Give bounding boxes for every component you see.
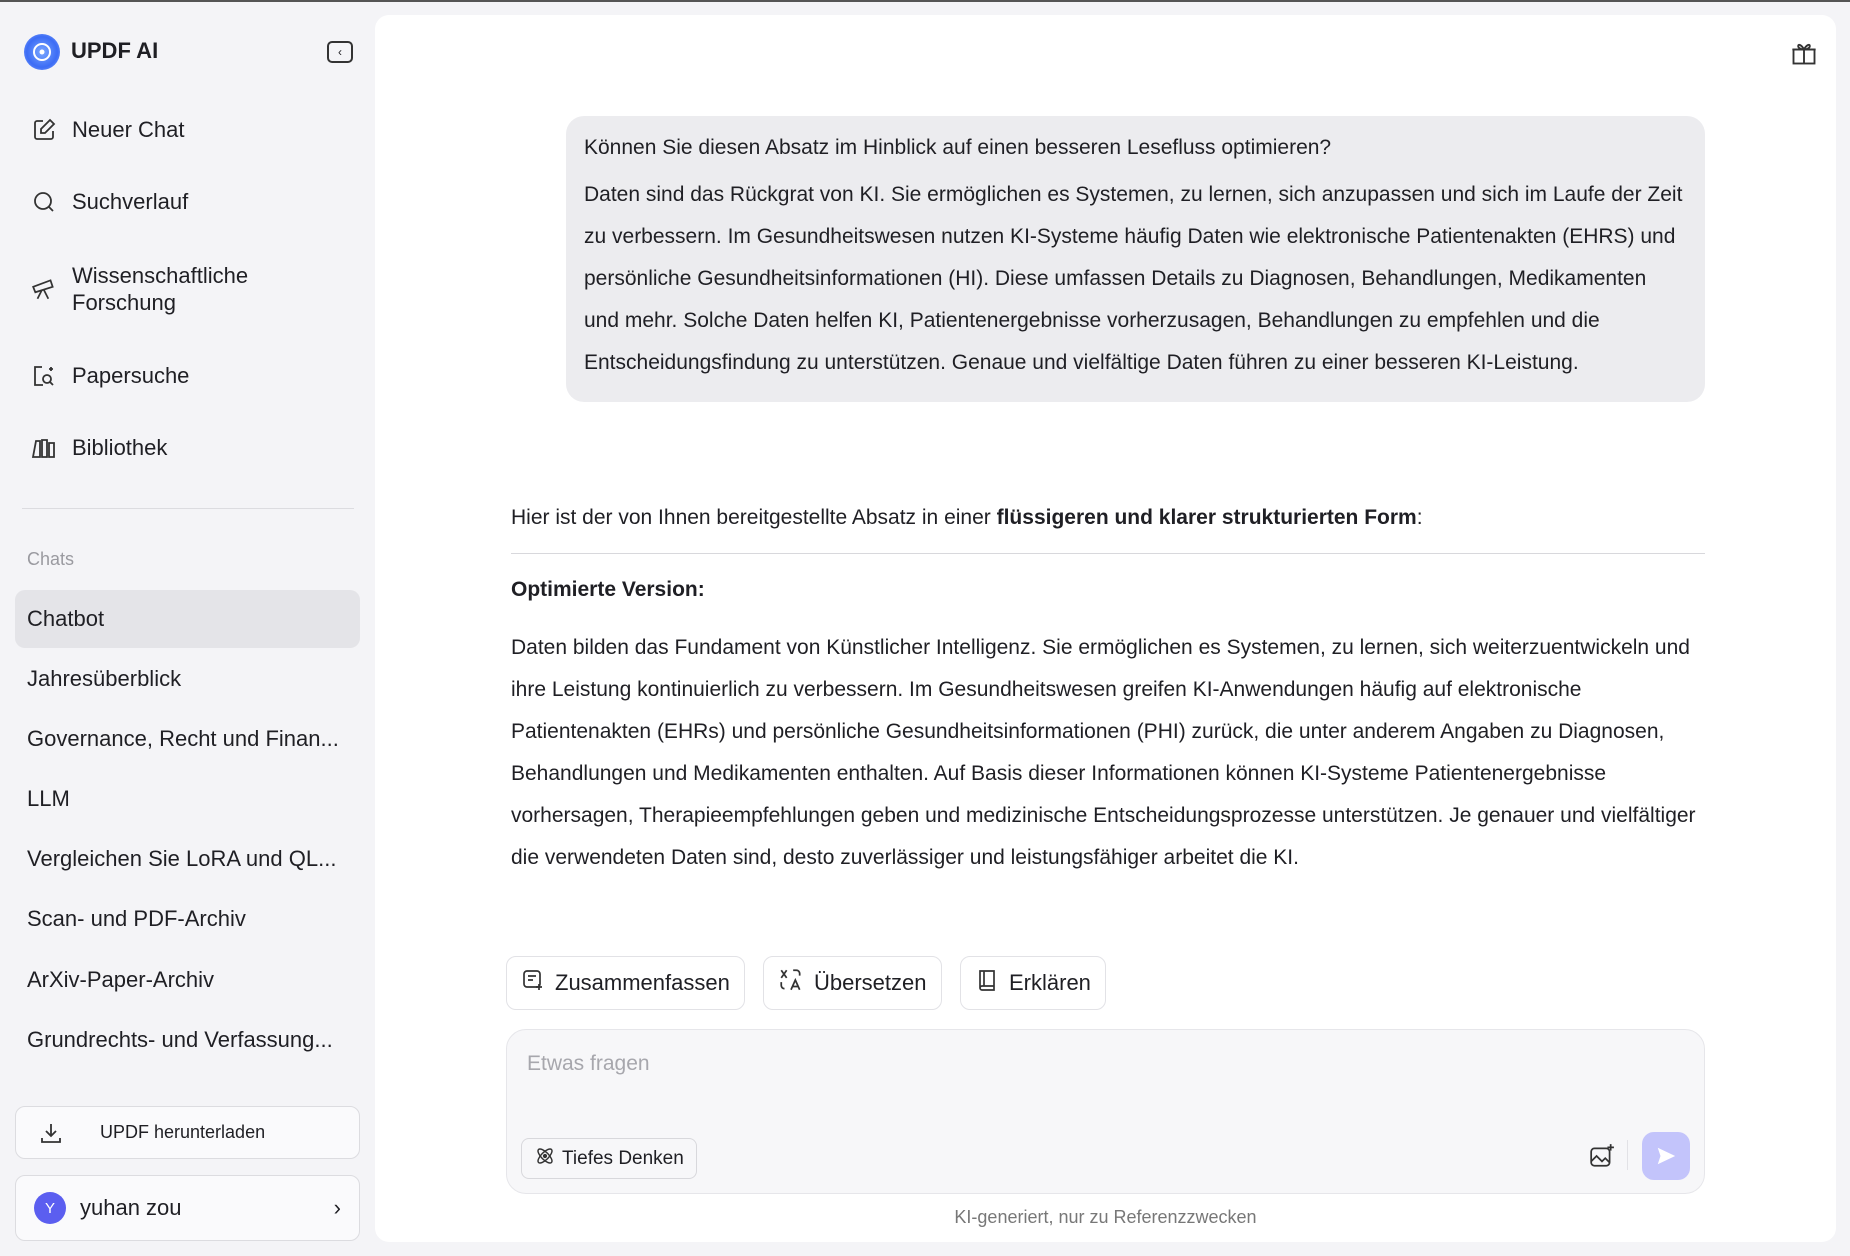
composer-separator <box>1627 1140 1628 1170</box>
user-question: Können Sie diesen Absatz im Hinblick auf einen besseren Lesefluss optimieren? <box>584 136 1332 159</box>
translate-button[interactable] <box>763 956 942 1010</box>
avatar: Y <box>34 1192 66 1224</box>
chat-panel <box>375 15 1836 1242</box>
nav-new-chat[interactable] <box>30 116 185 144</box>
response-divider <box>511 553 1705 554</box>
telescope-icon <box>30 275 58 303</box>
image-upload-icon[interactable] <box>1588 1143 1616 1169</box>
nav-library[interactable] <box>30 434 167 462</box>
nav-scientific-research[interactable] <box>30 262 272 316</box>
disclaimer: KI-generiert, nur zu Referenzzwecken <box>954 1207 1257 1227</box>
collapse-sidebar-button[interactable]: ‹ <box>327 41 353 63</box>
nav-label: Neuer Chat <box>72 117 185 142</box>
nav-label: Wissenschaftliche Forschung <box>72 263 249 315</box>
chat-item[interactable]: ArXiv-Paper-Archiv <box>27 967 215 992</box>
explain-label: Erklären <box>1009 970 1091 995</box>
send-button[interactable] <box>1642 1132 1690 1180</box>
edit-icon <box>30 116 58 144</box>
intro-bold: flüssigeren und klarer strukturierten Form <box>996 506 1417 529</box>
chat-item[interactable]: Jahresüberblick <box>27 666 182 691</box>
chats-heading: Chats <box>27 549 75 569</box>
composer <box>506 1029 1705 1194</box>
summarize-label: Zusammenfassen <box>555 970 730 995</box>
chat-item[interactable]: Vergleichen Sie LoRA und QL... <box>27 846 337 871</box>
search-icon <box>30 188 58 216</box>
chat-item[interactable]: Governance, Recht und Finan... <box>27 726 339 751</box>
user-name: yuhan zou <box>80 1195 182 1220</box>
chat-item[interactable]: LLM <box>27 786 70 811</box>
intro-text: Hier ist der von Ihnen bereitgestellte Absatz in einer <box>511 506 997 529</box>
download-label: UPDF herunterladen <box>100 1122 266 1142</box>
download-icon <box>16 1121 86 1145</box>
user-paragraph: Daten sind das Rückgrat von KI. Sie ermöglichen es Systemen, zu lernen, sich anzupassen und sich im Laufe der Zeit zu verbessern. Im Gesundheitswesen nutzen KI-Systeme häufig Daten wie elektronische Patientenakten (EHRS) und persönliche Gesundheitsinformationen (HI). Diese umfassen Details zu Diagnosen, Behandlungen, Medikamenten und mehr. Solche Daten helfen KI, Patientenergebnisse vorherzusagen, Behandlungen zu empfehlen und die Entscheidungsfindung zu unterstützen. Genaue und vielfältige Daten führen zu einer besseren KI-Leistung. <box>584 183 1683 374</box>
library-icon <box>30 434 58 462</box>
nav-label: Papersuche <box>72 363 190 388</box>
response-intro <box>511 497 1705 539</box>
translate-icon <box>778 967 804 999</box>
ask-input[interactable] <box>527 1052 1627 1076</box>
deep-thinking-toggle[interactable] <box>521 1138 697 1179</box>
user-profile-button[interactable] <box>15 1175 360 1241</box>
nav-label: Bibliothek <box>72 435 168 460</box>
chat-item[interactable]: Chatbot <box>15 590 360 648</box>
explain-button[interactable] <box>960 956 1106 1010</box>
nav-label: Suchverlauf <box>72 189 189 214</box>
sidebar-divider <box>22 508 354 509</box>
translate-label: Übersetzen <box>814 970 927 995</box>
updf-logo-icon <box>24 34 60 70</box>
deep-thinking-label: Tiefes Denken <box>562 1147 684 1169</box>
chat-item[interactable]: Grundrechts- und Verfassung... <box>27 1027 333 1052</box>
sidebar <box>0 0 375 1256</box>
user-message-bubble <box>566 116 1705 402</box>
paper-search-icon <box>30 362 58 390</box>
summarize-button[interactable] <box>506 956 745 1010</box>
send-icon <box>1655 1145 1677 1167</box>
app-title: UPDF AI <box>71 38 159 63</box>
chevron-right-icon: › <box>333 1195 341 1220</box>
response-heading: Optimierte Version: <box>511 578 705 601</box>
intro-end: : <box>1416 506 1423 529</box>
chat-item[interactable]: Scan- und PDF-Archiv <box>27 906 246 931</box>
nav-search-history[interactable] <box>30 188 188 216</box>
response-answer: Daten bilden das Fundament von Künstlicher Intelligenz. Sie ermöglichen es Systemen, zu lernen, sich weiterzuentwickeln und ihre Leistung kontinuierlich zu verbessern. Im Gesundheitswesen greifen KI-Anwendungen häufig auf elektronische Patientenakten (EHRs) und persönliche Gesundheitsinformationen (PHI) zurück, die unter anderem Angaben zu Diagnosen, Behandlungen und Medikamenten enthalten. Auf Basis dieser Informationen können KI-Systeme Patientenergebnisse vorhersagen, Therapieempfehlungen geben und medizinische Entscheidungsprozesse unterstützen. Je genauer und vielfältiger die verwendeten Daten sind, desto zuverlässiger und leistungsfähiger arbeitet die KI. <box>511 636 1696 869</box>
nav-paper-search[interactable] <box>30 362 189 390</box>
book-icon <box>975 968 999 998</box>
atom-icon <box>534 1145 556 1173</box>
summarize-icon <box>521 968 545 998</box>
gift-icon[interactable] <box>1790 39 1818 67</box>
download-updf-button[interactable] <box>15 1106 360 1159</box>
